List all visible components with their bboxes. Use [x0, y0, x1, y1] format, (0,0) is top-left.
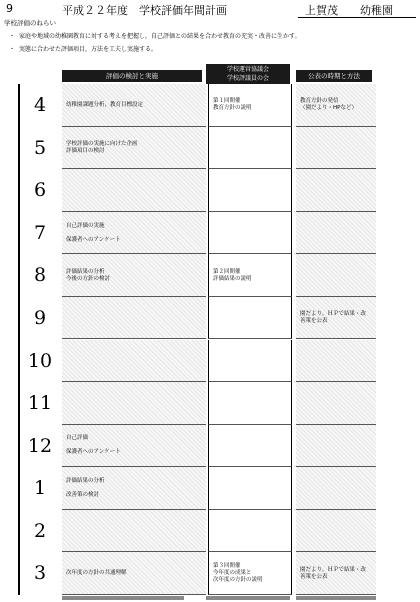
council-cell-text: 次年度の方針の説明	[213, 577, 263, 584]
month-label: 4	[33, 94, 47, 116]
publish-cell	[296, 127, 376, 170]
council-cell	[208, 169, 292, 212]
month-row	[20, 254, 420, 297]
evaluation-cell	[62, 467, 206, 510]
evaluation-cell-text: 自己評価の実施	[66, 222, 105, 229]
month-label: 10	[27, 349, 53, 372]
council-cell	[208, 552, 292, 595]
column-header-publish: 公表の時期と方法	[296, 70, 372, 82]
month-row	[20, 552, 420, 595]
publish-cell	[296, 510, 376, 553]
page-title: 平成２２年度 学校評価年間計画	[62, 4, 227, 17]
council-cell	[208, 254, 292, 297]
aim-item: ・ 実態に合わせた評価項目，方法を工夫し実施する。	[9, 46, 158, 53]
month-row	[20, 212, 420, 255]
evaluation-cell	[62, 169, 206, 212]
month-row	[20, 169, 420, 212]
council-cell-text: 教育方針の説明	[213, 105, 252, 112]
month-label: 12	[27, 434, 53, 457]
publish-cell-text: 善策を公表	[300, 573, 328, 580]
evaluation-cell-text: 保護者へのアンケート	[66, 449, 121, 456]
evaluation-cell	[62, 552, 206, 595]
month-row	[20, 510, 420, 553]
evaluation-cell	[62, 254, 206, 297]
month-label: 2	[33, 519, 47, 542]
publish-cell-text: 教育方針の発信	[300, 98, 339, 105]
page-header	[0, 2, 420, 16]
publish-cell-text: 善策を公表	[300, 318, 328, 325]
school-name: 上賀茂 幼稚園	[305, 4, 393, 17]
evaluation-cell	[62, 212, 206, 255]
council-cell	[208, 382, 292, 425]
council-cell	[208, 127, 292, 170]
publish-cell-text: 園だより，ＨＰで結果・改	[300, 311, 367, 318]
month-label: 3	[33, 562, 47, 585]
month-row	[20, 382, 420, 425]
month-label: 9	[33, 306, 47, 329]
bottom-bar	[296, 596, 376, 600]
council-cell	[208, 297, 292, 340]
evaluation-cell-text: 評価項目の検討	[66, 147, 105, 154]
publish-cell	[296, 254, 376, 297]
evaluation-cell-text: 改善策の検討	[66, 492, 100, 499]
council-cell	[208, 84, 292, 127]
council-cell-text: 第３回開催	[213, 563, 241, 570]
school-underline	[298, 17, 416, 18]
publish-cell	[296, 425, 376, 468]
evaluation-cell	[62, 510, 206, 553]
council-cell-text: 今年度の成果と	[213, 570, 252, 577]
month-row	[20, 425, 420, 468]
publish-cell	[296, 84, 376, 127]
month-label: 7	[33, 221, 47, 244]
plan-grid	[18, 84, 420, 595]
publish-cell-text: 園だより，ＨＰで結果・改	[300, 566, 367, 573]
evaluation-cell	[62, 425, 206, 468]
column-header-evaluation: 評価の検討と実施	[62, 70, 202, 82]
evaluation-cell-text: 今後の方針の検討	[66, 275, 111, 282]
evaluation-cell-text: 評価結果の分析	[66, 478, 105, 485]
publish-cell-text: （園だより・HPなど）	[300, 105, 357, 112]
evaluation-cell-text: 評価結果の分析	[66, 268, 105, 275]
evaluation-cell-text: 自己評価	[66, 435, 89, 442]
evaluation-cell	[62, 127, 206, 170]
council-cell-text: 第２回開催	[213, 268, 241, 275]
month-row	[20, 84, 420, 127]
council-cell	[208, 212, 292, 255]
month-label: 5	[33, 136, 47, 159]
council-cell	[208, 340, 292, 383]
bottom-bar	[62, 596, 184, 600]
publish-cell	[296, 552, 376, 595]
aims-heading: 学校評価のねらい	[4, 19, 56, 27]
month-label: 11	[27, 392, 53, 415]
council-cell	[208, 425, 292, 468]
column-header-council: 学校運営協議会 学校評議員の会	[206, 64, 290, 84]
month-row	[20, 297, 420, 340]
publish-cell	[296, 467, 376, 510]
evaluation-cell-text: 次年度の方針の共通理解	[66, 570, 127, 577]
council-cell	[208, 510, 292, 553]
month-label: 8	[33, 264, 47, 287]
evaluation-cell	[62, 297, 206, 340]
publish-cell	[296, 340, 376, 383]
publish-cell	[296, 382, 376, 425]
month-row	[20, 127, 420, 170]
evaluation-cell	[62, 382, 206, 425]
aim-item: ・ 家庭や地域の幼稚園教育に対する考えを把握し，自己評価との結果を合わせ教育の充実・改善に生かす。	[9, 33, 301, 40]
bottom-bar	[206, 596, 290, 600]
publish-cell	[296, 297, 376, 340]
evaluation-cell	[62, 340, 206, 383]
plan-table	[18, 66, 418, 595]
publish-cell	[296, 212, 376, 255]
evaluation-cell-text: 学校評価の実施に向けた企画	[66, 140, 138, 147]
month-label: 1	[33, 477, 47, 500]
month-row	[20, 340, 420, 383]
council-cell-text: 第１回開催	[213, 98, 241, 105]
month-label: 6	[33, 179, 47, 202]
council-cell-text: 評価結果の説明	[213, 275, 252, 282]
council-cell	[208, 467, 292, 510]
evaluation-cell-text: 幼稚園課題分析，教育目標設定	[66, 101, 144, 108]
month-row	[20, 467, 420, 510]
publish-cell	[296, 169, 376, 212]
evaluation-cell	[62, 84, 206, 127]
evaluation-cell-text: 保護者へのアンケート	[66, 236, 121, 243]
page-number: 9	[6, 2, 13, 15]
